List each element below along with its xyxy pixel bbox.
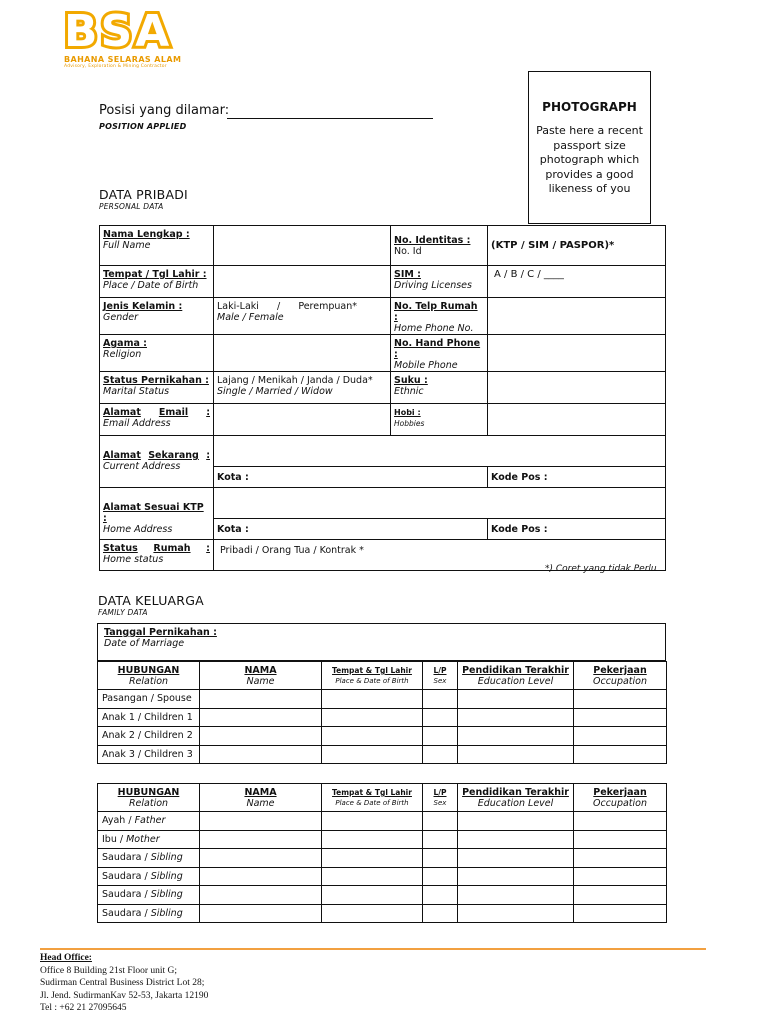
religion-label-cell <box>100 335 214 372</box>
header-label: L/P <box>433 788 447 797</box>
header-occupation <box>574 662 667 690</box>
header-sex <box>423 784 458 812</box>
relation-id: Saudara <box>102 870 142 882</box>
sex-cell[interactable] <box>423 830 458 849</box>
home-status-sublabel: Home status <box>103 554 164 565</box>
home-status-label <box>103 543 210 554</box>
position-sublabel: POSITION APPLIED <box>99 122 187 131</box>
birth-sublabel: Place / Date of Birth <box>103 280 199 291</box>
name-cell[interactable] <box>200 886 322 905</box>
name-cell[interactable] <box>200 904 322 923</box>
id-sublabel: No. Id <box>394 246 422 257</box>
header-label: Pekerjaan <box>593 787 647 798</box>
sim-label: SIM : <box>394 269 421 280</box>
spouse-children-table <box>97 661 667 764</box>
religion-label: Agama : <box>103 338 147 349</box>
relation-en: Sibling <box>150 907 183 919</box>
table-row <box>98 745 667 764</box>
footer-heading: Head Office: <box>40 953 92 963</box>
footer-divider <box>40 948 706 950</box>
current-address-label-part: Sekarang <box>148 450 199 461</box>
home-status-label-part: Status <box>103 543 138 554</box>
table-row <box>100 335 666 372</box>
home-phone-label: No. Telp Rumah : <box>394 301 478 323</box>
sex-cell[interactable] <box>423 904 458 923</box>
sim-sublabel: Driving Licenses <box>394 280 472 291</box>
relation-cell: Saudara / Sibling <box>98 867 200 886</box>
header-label: NAMA <box>244 665 277 676</box>
email-label-part: : <box>206 407 210 418</box>
header-label: Pendidikan Terakhir <box>462 787 569 798</box>
table-row <box>100 436 666 467</box>
header-label: Tempat & Tgl Lahir <box>332 666 412 675</box>
name-cell[interactable] <box>200 849 322 868</box>
table-row <box>98 849 667 868</box>
hobby-label-cell <box>391 404 488 436</box>
header-birth <box>322 662 423 690</box>
relation-en: Father <box>134 815 166 827</box>
marriage-date-field[interactable] <box>97 623 666 661</box>
sex-cell[interactable] <box>423 727 458 746</box>
header-relation <box>98 784 200 812</box>
header-relation <box>98 662 200 690</box>
header-sublabel: Relation <box>128 676 169 687</box>
current-address-field[interactable] <box>214 436 666 467</box>
birth-cell[interactable] <box>322 812 423 831</box>
family-subtitle: FAMILY DATA <box>98 608 148 617</box>
marital-options-en: Single / Married / Widow <box>217 386 333 397</box>
gender-label-cell <box>100 298 214 335</box>
header-sublabel: Education Level <box>477 676 554 687</box>
sex-cell[interactable] <box>423 886 458 905</box>
birth-cell[interactable] <box>322 849 423 868</box>
religion-sublabel: Religion <box>103 349 142 360</box>
header-label: L/P <box>433 666 447 675</box>
full-name-label: Nama Lengkap : <box>103 229 190 240</box>
current-city-field[interactable] <box>214 467 488 488</box>
gender-option-separator: / <box>277 301 281 312</box>
relation-id: Saudara <box>102 852 142 864</box>
relation-cell: Anak 2 / Children 2 <box>98 727 200 746</box>
footer-line: Jl. Jend. SudirmanKav 52-53, Jakarta 12190 <box>40 990 209 1001</box>
current-zip-field[interactable] <box>488 467 666 488</box>
sim-label-cell <box>391 266 488 298</box>
relation-en: Sibling <box>150 870 183 882</box>
table-row <box>100 226 666 266</box>
header-occupation <box>574 784 667 812</box>
table-row <box>100 488 666 519</box>
sex-cell[interactable] <box>423 849 458 868</box>
table-row <box>98 830 667 849</box>
occupation-cell[interactable] <box>574 904 667 923</box>
family-section-header <box>98 593 204 617</box>
sim-field[interactable] <box>488 266 666 298</box>
home-phone-label-cell <box>391 298 488 335</box>
birth-cell[interactable] <box>322 867 423 886</box>
header-sublabel: Sex <box>433 799 447 807</box>
home-status-options: Pribadi / Orang Tua / Kontrak * <box>220 545 364 556</box>
relation-cell: Saudara / Sibling <box>98 886 200 905</box>
header-label: Pendidikan Terakhir <box>462 665 569 676</box>
birth-cell[interactable] <box>322 708 423 727</box>
gender-option-male: Laki-Laki <box>217 301 259 312</box>
current-address-label-part: : <box>206 450 210 461</box>
position-input-line[interactable] <box>227 118 433 119</box>
id-label-cell <box>391 226 488 266</box>
gender-label: Jenis Kelamin : <box>103 301 183 312</box>
home-status-label-part: : <box>206 543 210 554</box>
home-phone-sublabel: Home Phone No. <box>394 323 474 334</box>
email-label-part: Alamat <box>103 407 141 418</box>
name-cell[interactable] <box>200 830 322 849</box>
birth-cell[interactable] <box>322 690 423 709</box>
family-title: DATA KELUARGA <box>98 593 204 608</box>
relation-id: Ayah <box>102 815 126 827</box>
occupation-cell[interactable] <box>574 886 667 905</box>
marital-label-cell <box>100 372 214 404</box>
current-zip-label: Kode Pos : <box>491 471 548 483</box>
full-name-sublabel: Full Name <box>103 240 151 251</box>
header-education <box>458 662 574 690</box>
header-sublabel: Place & Date of Birth <box>335 799 409 807</box>
id-type-options: (KTP / SIM / PASPOR)* <box>491 240 615 251</box>
company-logo <box>64 6 194 69</box>
id-label: No. Identitas : <box>394 235 471 246</box>
hobby-label: Hobi : <box>394 408 421 417</box>
sex-cell[interactable] <box>423 690 458 709</box>
footer-address <box>40 952 208 1015</box>
name-cell[interactable] <box>200 867 322 886</box>
home-phone-field[interactable] <box>488 298 666 335</box>
gender-field[interactable] <box>214 298 391 335</box>
email-sublabel: Email Address <box>103 418 171 429</box>
gender-options <box>217 301 387 312</box>
logo-company-name: BAHANA SELARAS ALAM <box>64 55 182 64</box>
birth-cell[interactable] <box>322 745 423 764</box>
header-sublabel: Place & Date of Birth <box>335 677 409 685</box>
education-cell[interactable] <box>458 904 574 923</box>
occupation-cell[interactable] <box>574 867 667 886</box>
photo-title: PHOTOGRAPH <box>542 100 637 114</box>
birth-field[interactable] <box>214 266 391 298</box>
relation-en: Mother <box>126 833 160 845</box>
religion-field[interactable] <box>214 335 391 372</box>
relation-cell: Saudara / Sibling <box>98 904 200 923</box>
header-sublabel: Education Level <box>477 798 554 809</box>
personal-title: DATA PRIBADI <box>99 187 188 202</box>
relation-id: Saudara <box>102 907 142 919</box>
name-cell[interactable] <box>200 727 322 746</box>
position-label: Posisi yang dilamar: <box>99 103 230 118</box>
education-cell[interactable] <box>458 886 574 905</box>
marriage-date-label: Tanggal Pernikahan : <box>104 627 217 638</box>
hand-phone-sublabel: Mobile Phone <box>394 360 458 371</box>
header-education <box>458 784 574 812</box>
relation-cell: Saudara / Sibling <box>98 849 200 868</box>
birth-cell[interactable] <box>322 886 423 905</box>
table-row <box>98 867 667 886</box>
relation-cell: Pasangan / Spouse <box>98 690 200 709</box>
table-row <box>98 886 667 905</box>
table-row <box>100 266 666 298</box>
header-sublabel: Occupation <box>593 798 647 809</box>
occupation-cell[interactable] <box>574 690 667 709</box>
education-cell[interactable] <box>458 708 574 727</box>
current-city-label: Kota : <box>217 471 249 483</box>
current-address-label <box>103 450 210 461</box>
header-label: Tempat & Tgl Lahir <box>332 788 412 797</box>
marriage-date-sublabel: Date of Marriage <box>104 638 185 649</box>
education-cell[interactable] <box>458 849 574 868</box>
ethnic-label: Suku : <box>394 375 428 386</box>
header-sublabel: Relation <box>128 798 169 809</box>
table-row <box>100 298 666 335</box>
occupation-cell[interactable] <box>574 812 667 831</box>
personal-section-header <box>99 187 188 211</box>
header-sublabel: Name <box>246 676 275 687</box>
name-cell[interactable] <box>200 690 322 709</box>
relation-cell: Ayah / Father <box>98 812 200 831</box>
logo-letters: BSA <box>64 6 173 57</box>
occupation-cell[interactable] <box>574 830 667 849</box>
footer-line: Sudirman Central Business District Lot 28; <box>40 978 205 988</box>
birth-cell[interactable] <box>322 727 423 746</box>
table-row <box>100 404 666 436</box>
ktp-zip-field[interactable] <box>488 519 666 540</box>
gender-sublabel: Gender <box>103 312 139 323</box>
header-sex <box>423 662 458 690</box>
ktp-address-label-cell <box>100 488 214 540</box>
occupation-cell[interactable] <box>574 849 667 868</box>
header-label: NAMA <box>244 787 277 798</box>
header-sublabel: Sex <box>433 677 447 685</box>
birth-label-cell <box>100 266 214 298</box>
relation-cell: Ibu / Mother <box>98 830 200 849</box>
hand-phone-field[interactable] <box>488 335 666 372</box>
hand-phone-label-cell <box>391 335 488 372</box>
birth-cell[interactable] <box>322 904 423 923</box>
marital-label: Status Pernikahan : <box>103 375 209 386</box>
name-cell[interactable] <box>200 812 322 831</box>
photo-instructions: Paste here a recent passport size photograph which provides a good likeness of you <box>536 124 643 195</box>
occupation-cell[interactable] <box>574 745 667 764</box>
ktp-address-label: Alamat Sesuai KTP : <box>103 502 204 524</box>
ethnic-label-cell <box>391 372 488 404</box>
ethnic-sublabel: Ethnic <box>394 386 424 397</box>
relation-id: Ibu <box>102 833 117 845</box>
sex-cell[interactable] <box>423 708 458 727</box>
email-label-cell <box>100 404 214 436</box>
occupation-cell[interactable] <box>574 708 667 727</box>
id-field[interactable] <box>488 226 666 266</box>
name-cell[interactable] <box>200 745 322 764</box>
education-cell[interactable] <box>458 812 574 831</box>
ktp-city-field[interactable] <box>214 519 488 540</box>
table-header-row <box>98 784 667 812</box>
relation-en: Sibling <box>150 889 183 901</box>
email-field[interactable] <box>214 404 391 436</box>
header-sublabel: Name <box>246 798 275 809</box>
photo-box[interactable] <box>528 71 651 224</box>
home-status-label-part: Rumah <box>153 543 191 554</box>
personal-subtitle: PERSONAL DATA <box>99 202 164 211</box>
education-cell[interactable] <box>458 867 574 886</box>
gender-options-en: Male / Female <box>217 312 284 323</box>
logo-tagline: Advisory, Exploration & Mining Contractor <box>64 64 167 69</box>
ethnic-field[interactable] <box>488 372 666 404</box>
header-label: Pekerjaan <box>593 665 647 676</box>
sex-cell[interactable] <box>423 812 458 831</box>
sex-cell[interactable] <box>423 745 458 764</box>
birth-cell[interactable] <box>322 830 423 849</box>
header-birth <box>322 784 423 812</box>
education-cell[interactable] <box>458 745 574 764</box>
education-cell[interactable] <box>458 727 574 746</box>
table-row <box>98 904 667 923</box>
current-address-sublabel: Current Address <box>103 461 181 472</box>
sim-type-options: A / B / C / ____ <box>494 269 564 280</box>
table-row <box>100 372 666 404</box>
full-name-label-cell <box>100 226 214 266</box>
header-sublabel: Occupation <box>593 676 647 687</box>
marital-options: Lajang / Menikah / Janda / Duda* <box>217 375 373 386</box>
birth-label: Tempat / Tgl Lahir : <box>103 269 207 280</box>
education-cell[interactable] <box>458 690 574 709</box>
relation-cell: Anak 1 / Children 1 <box>98 708 200 727</box>
email-label-part: Email <box>158 407 189 418</box>
header-name <box>200 784 322 812</box>
home-status-label-cell <box>100 540 214 571</box>
footer-line: Office 8 Building 21st Floor unit G; <box>40 965 178 976</box>
marital-field[interactable] <box>214 372 391 404</box>
hand-phone-label: No. Hand Phone : <box>394 338 481 360</box>
table-header-row <box>98 662 667 690</box>
relation-en: Sibling <box>150 852 183 864</box>
hobby-field[interactable] <box>488 404 666 436</box>
current-address-label-part: Alamat <box>103 450 141 461</box>
name-cell[interactable] <box>200 708 322 727</box>
education-cell[interactable] <box>458 830 574 849</box>
gender-option-female: Perempuan* <box>298 301 357 312</box>
footer-line: Tel : +62 21 27095645 <box>40 1003 127 1013</box>
email-label <box>103 407 210 418</box>
personal-data-table <box>99 225 666 571</box>
header-label: HUBUNGAN <box>117 787 180 798</box>
marital-sublabel: Marital Status <box>103 386 170 397</box>
table-row <box>98 812 667 831</box>
header-label: HUBUNGAN <box>117 665 180 676</box>
header-name <box>200 662 322 690</box>
relation-id: Saudara <box>102 889 142 901</box>
relation-cell: Anak 3 / Children 3 <box>98 745 200 764</box>
footnote: *) Coret yang tidak Perlu <box>545 564 657 574</box>
table-row <box>98 727 667 746</box>
ktp-address-field[interactable] <box>214 488 666 519</box>
ktp-address-sublabel: Home Address <box>103 524 173 535</box>
sex-cell[interactable] <box>423 867 458 886</box>
table-row <box>98 690 667 709</box>
hobby-sublabel: Hobbies <box>394 419 425 428</box>
current-address-label-cell <box>100 436 214 488</box>
table-row <box>98 708 667 727</box>
ktp-city-label: Kota : <box>217 523 249 535</box>
occupation-cell[interactable] <box>574 727 667 746</box>
parents-siblings-table <box>97 783 667 923</box>
ktp-zip-label: Kode Pos : <box>491 523 548 535</box>
full-name-field[interactable] <box>214 226 391 266</box>
